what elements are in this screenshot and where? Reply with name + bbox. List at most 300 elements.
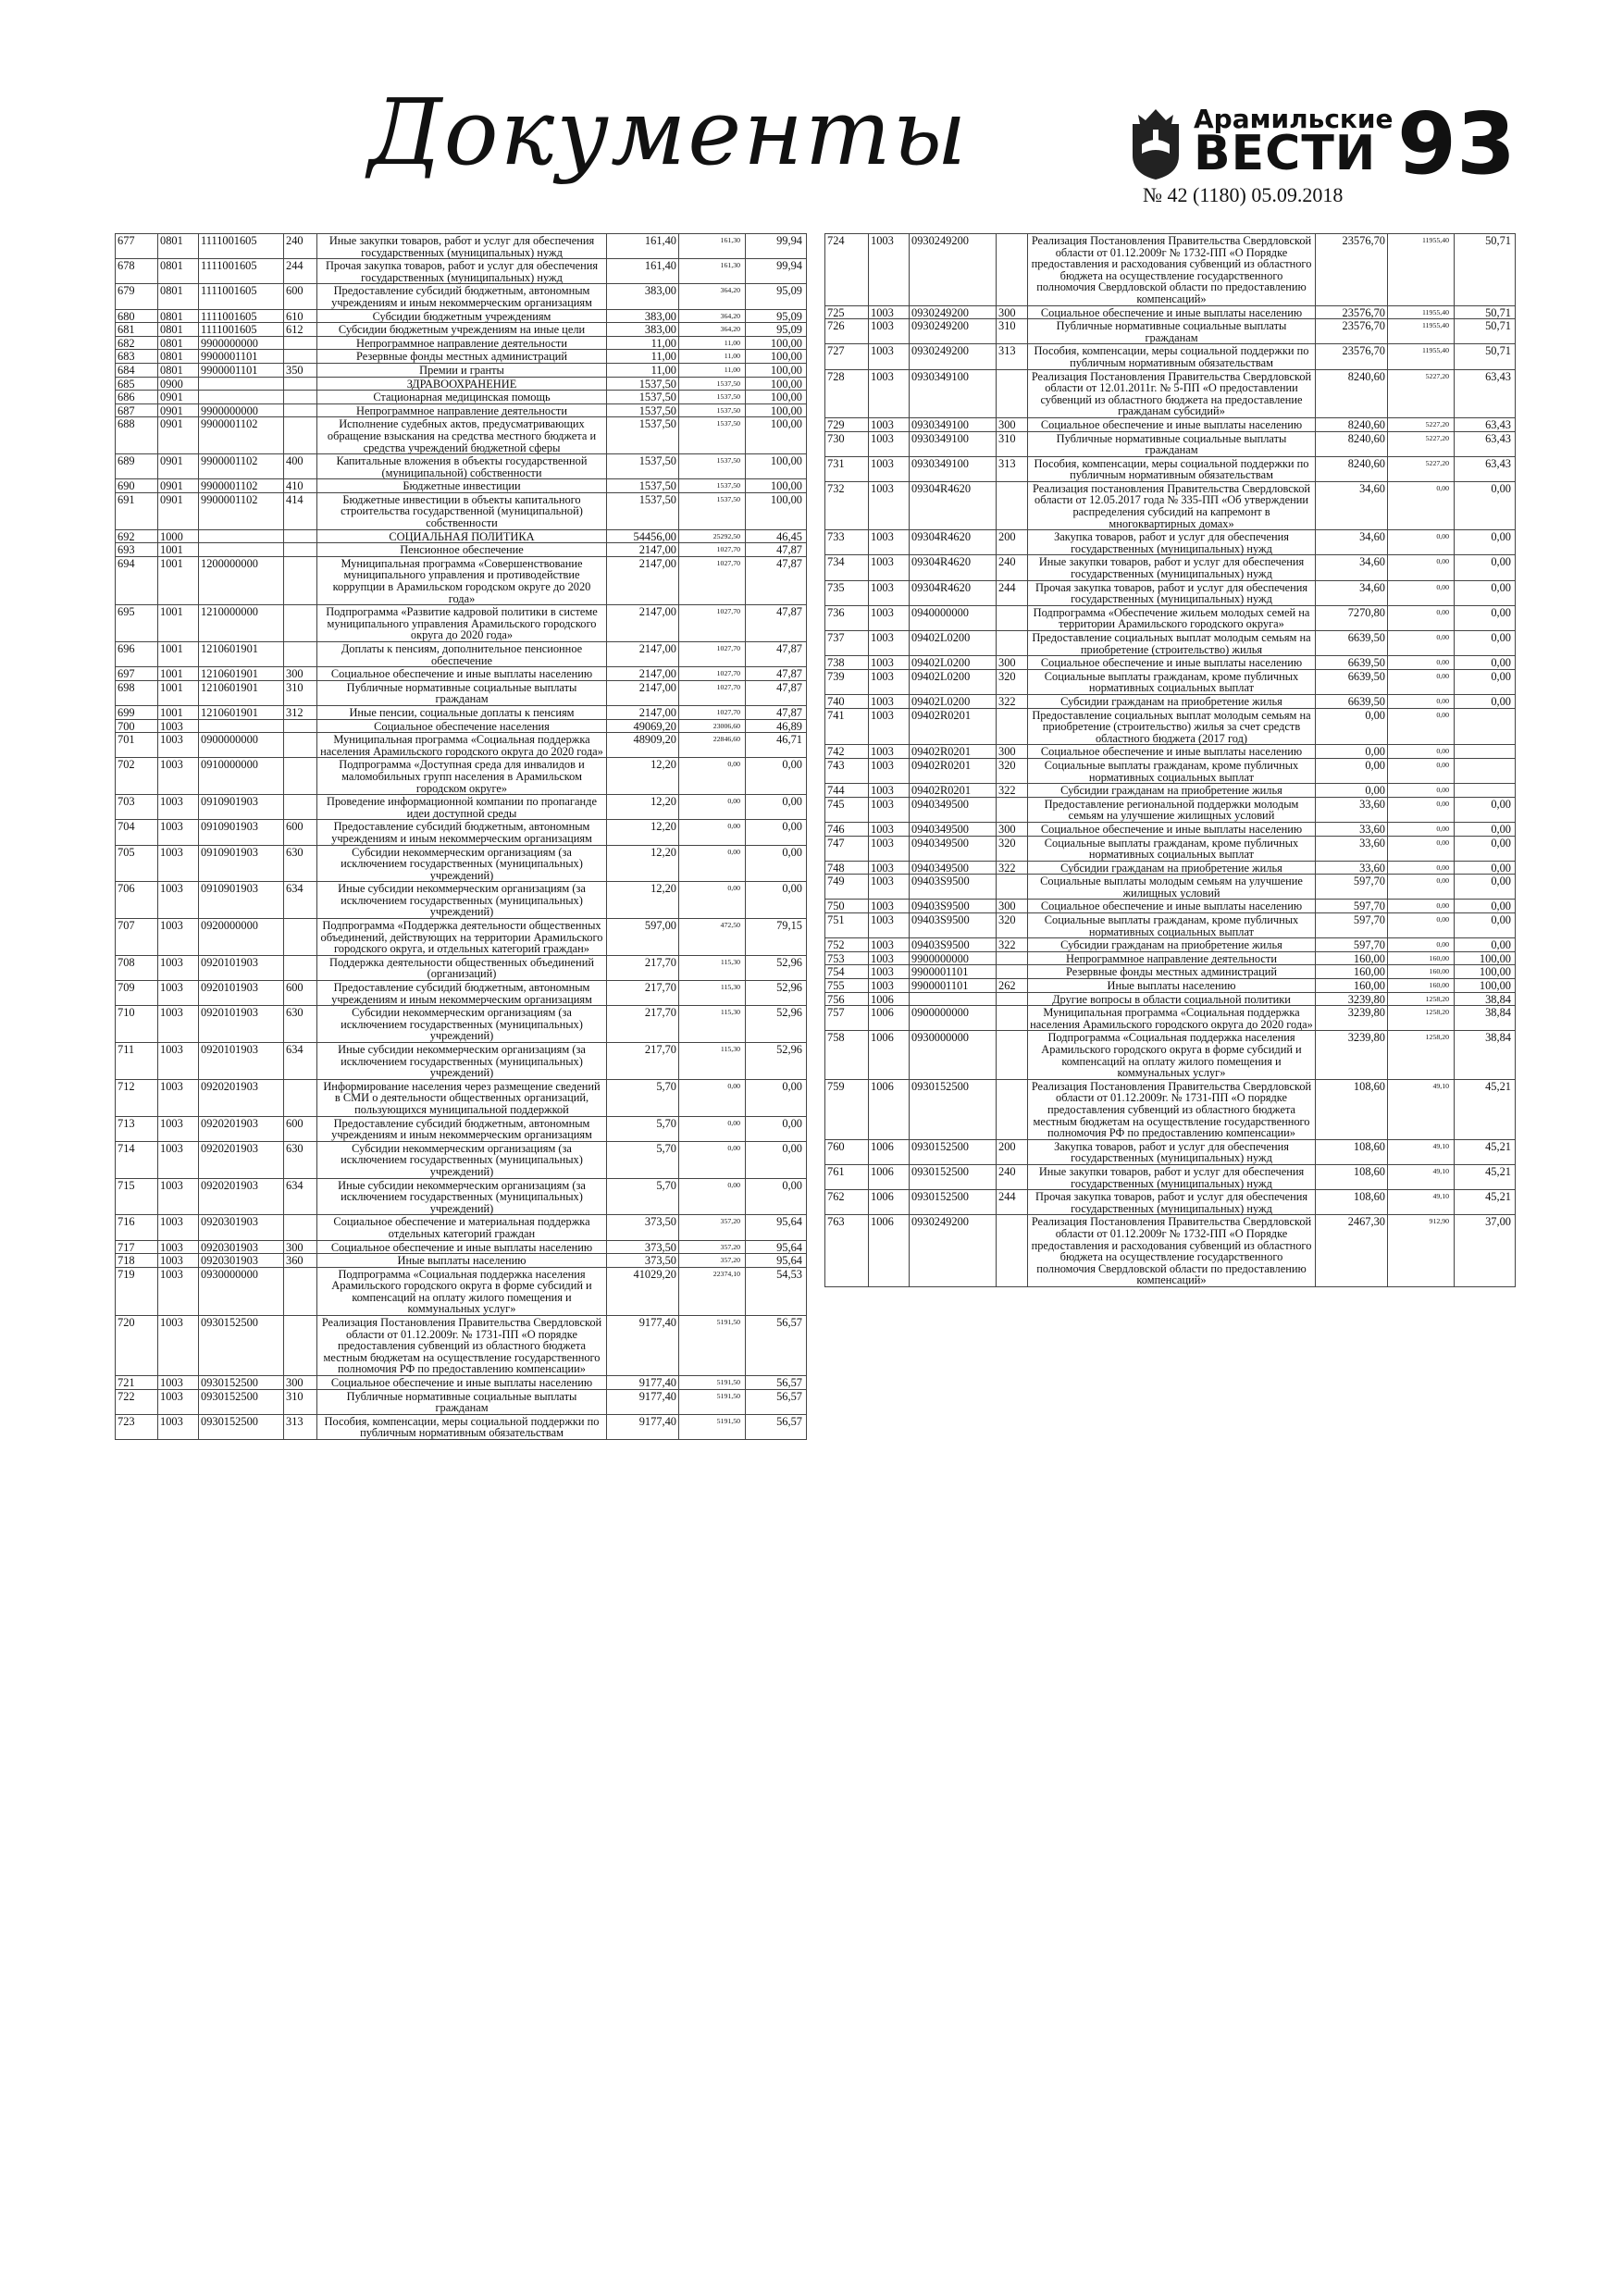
section-code: 1003 xyxy=(158,955,199,980)
table-row xyxy=(825,708,1516,745)
executed-amount: 0,00 xyxy=(1388,669,1455,694)
row-number: 736 xyxy=(825,605,869,630)
executed-amount: 115,30 xyxy=(679,1006,746,1043)
target-code: 09402L0200 xyxy=(910,694,997,708)
executed-amount: 357,20 xyxy=(679,1215,746,1240)
table-row xyxy=(116,479,807,493)
target-code: 1210000000 xyxy=(199,605,284,642)
expense-description: Иные выплаты населению xyxy=(1028,979,1316,993)
target-code: 1210601901 xyxy=(199,642,284,667)
expense-description: Иные закупки товаров, работ и услуг для обеспечения государственных (муниципальных) нужд xyxy=(317,234,607,259)
executed-amount: 160,00 xyxy=(1388,965,1455,979)
executed-amount: 160,00 xyxy=(1388,979,1455,993)
expense-type xyxy=(284,543,317,557)
expense-description: Доплаты к пенсиям, дополнительное пенсионное обеспечение xyxy=(317,642,607,667)
section-code: 0801 xyxy=(158,259,199,284)
target-code: 0900000000 xyxy=(910,1006,997,1031)
table-row xyxy=(116,1079,807,1116)
expense-description: Закупка товаров, работ и услуг для обеспечения государственных (муниципальных) нужд xyxy=(1028,1139,1316,1164)
section-code: 1006 xyxy=(869,992,910,1006)
expense-type: 630 xyxy=(284,1141,317,1178)
row-number: 677 xyxy=(116,234,158,259)
row-number: 729 xyxy=(825,417,869,431)
table-row xyxy=(116,417,807,454)
section-code: 1003 xyxy=(869,797,910,822)
expense-type xyxy=(284,1316,317,1376)
planned-amount: 12,20 xyxy=(607,882,679,919)
table-row xyxy=(825,992,1516,1006)
planned-amount: 2147,00 xyxy=(607,605,679,642)
execution-percent: 0,00 xyxy=(1455,822,1516,836)
target-code: 0930249200 xyxy=(910,234,997,306)
row-number: 745 xyxy=(825,797,869,822)
target-code xyxy=(199,543,284,557)
table-row xyxy=(825,456,1516,481)
expense-description: Социальные выплаты молодым семьям на улучшение жилищных условий xyxy=(1028,875,1316,900)
budget-table-right xyxy=(824,233,1516,1287)
table-row xyxy=(116,1389,807,1414)
planned-amount: 7270,80 xyxy=(1316,605,1388,630)
section-code: 1003 xyxy=(158,1215,199,1240)
table-row xyxy=(825,875,1516,900)
executed-amount: 0,00 xyxy=(1388,797,1455,822)
execution-percent: 0,00 xyxy=(1455,938,1516,952)
table-row xyxy=(825,951,1516,965)
target-code: 0910901903 xyxy=(199,882,284,919)
execution-percent: 100,00 xyxy=(746,391,807,404)
expense-type: 244 xyxy=(997,580,1028,605)
target-code: 1111001605 xyxy=(199,259,284,284)
row-number: 757 xyxy=(825,1006,869,1031)
section-code: 1003 xyxy=(869,344,910,369)
section-code: 1006 xyxy=(869,1079,910,1139)
execution-percent: 47,87 xyxy=(746,605,807,642)
execution-percent: 47,87 xyxy=(746,680,807,705)
expense-type: 320 xyxy=(997,913,1028,938)
table-row xyxy=(116,1316,807,1376)
section-code: 1003 xyxy=(869,319,910,344)
executed-amount: 0,00 xyxy=(679,1079,746,1116)
row-number: 748 xyxy=(825,861,869,875)
expense-type xyxy=(284,529,317,543)
executed-amount: 0,00 xyxy=(679,845,746,882)
execution-percent: 38,84 xyxy=(1455,1006,1516,1031)
expense-type xyxy=(284,403,317,417)
executed-amount: 49,10 xyxy=(1388,1079,1455,1139)
row-number: 712 xyxy=(116,1079,158,1116)
row-number: 752 xyxy=(825,938,869,952)
executed-amount: 1258,20 xyxy=(1388,1006,1455,1031)
executed-amount: 0,00 xyxy=(1388,631,1455,656)
row-number: 713 xyxy=(116,1116,158,1141)
executed-amount: 115,30 xyxy=(679,1043,746,1080)
planned-amount: 373,50 xyxy=(607,1254,679,1268)
planned-amount: 3239,80 xyxy=(1316,1006,1388,1031)
expense-description: Иные закупки товаров, работ и услуг для обеспечения государственных (муниципальных) нужд xyxy=(1028,1164,1316,1189)
row-number: 680 xyxy=(116,309,158,323)
section-code: 1003 xyxy=(158,1389,199,1414)
row-number: 743 xyxy=(825,758,869,783)
executed-amount: 22846,60 xyxy=(679,733,746,758)
expense-description: Социальное обеспечение и иные выплаты населению xyxy=(1028,900,1316,913)
section-code: 0801 xyxy=(158,234,199,259)
expense-description: Иные субсидии некоммерческим организациям (за исключением государственных (муниципальных) учреждений) xyxy=(317,882,607,919)
executed-amount: 5227,20 xyxy=(1388,369,1455,417)
executed-amount: 11955,40 xyxy=(1388,305,1455,319)
execution-percent: 0,00 xyxy=(1455,605,1516,630)
execution-percent: 100,00 xyxy=(746,454,807,479)
section-code: 1001 xyxy=(158,680,199,705)
execution-percent: 100,00 xyxy=(1455,979,1516,993)
planned-amount: 160,00 xyxy=(1316,965,1388,979)
expense-description: Прочая закупка товаров, работ и услуг для обеспечения государственных (муниципальных) нужд xyxy=(1028,580,1316,605)
target-code: 0920101903 xyxy=(199,1043,284,1080)
row-number: 706 xyxy=(116,882,158,919)
executed-amount: 1537,50 xyxy=(679,479,746,493)
planned-amount: 2147,00 xyxy=(607,680,679,705)
budget-table-left xyxy=(115,233,807,1440)
planned-amount: 8240,60 xyxy=(1316,431,1388,456)
execution-percent: 63,43 xyxy=(1455,417,1516,431)
section-code: 1006 xyxy=(869,1139,910,1164)
expense-description: Стационарная медицинская помощь xyxy=(317,391,607,404)
planned-amount: 6639,50 xyxy=(1316,669,1388,694)
row-number: 688 xyxy=(116,417,158,454)
target-code: 0930000000 xyxy=(910,1031,997,1079)
expense-description: Пособия, компенсации, меры социальной поддержки по публичным нормативным обязательствам xyxy=(317,1414,607,1439)
target-code: 1200000000 xyxy=(199,556,284,604)
expense-description: Социальное обеспечение и иные выплаты населению xyxy=(1028,656,1316,670)
planned-amount: 1537,50 xyxy=(607,391,679,404)
planned-amount: 6639,50 xyxy=(1316,631,1388,656)
target-code: 1111001605 xyxy=(199,309,284,323)
expense-type: 300 xyxy=(997,305,1028,319)
section-code: 1003 xyxy=(158,1267,199,1315)
executed-amount: 0,00 xyxy=(679,795,746,820)
table-row xyxy=(116,556,807,604)
row-number: 683 xyxy=(116,350,158,364)
table-row xyxy=(825,656,1516,670)
executed-amount: 1537,50 xyxy=(679,492,746,529)
planned-amount: 5,70 xyxy=(607,1079,679,1116)
expense-description: Бюджетные инвестиции в объекты капитального строительства государственной (муниципальной) собственности xyxy=(317,492,607,529)
expense-type: 600 xyxy=(284,981,317,1006)
execution-percent: 100,00 xyxy=(1455,951,1516,965)
expense-type: 600 xyxy=(284,820,317,845)
target-code: 0930349100 xyxy=(910,417,997,431)
target-code: 0930349100 xyxy=(910,369,997,417)
target-code: 0910901903 xyxy=(199,795,284,820)
executed-amount: 0,00 xyxy=(679,758,746,795)
expense-type: 300 xyxy=(997,417,1028,431)
table-row xyxy=(116,919,807,956)
executed-amount: 1027,70 xyxy=(679,605,746,642)
expense-type xyxy=(284,391,317,404)
row-number: 697 xyxy=(116,667,158,681)
expense-description: Исполнение судебных актов, предусматривающих обращение взыскания на средства местного бюджета и средства учреждений бюджетной сферы xyxy=(317,417,607,454)
coat-of-arms-icon xyxy=(1129,107,1183,181)
expense-description: Иные пенсии, социальные доплаты к пенсиям xyxy=(317,705,607,719)
table-row xyxy=(116,820,807,845)
expense-description: Предоставление социальных выплат молодым семьям на приобретение (строительство) жилья xyxy=(1028,631,1316,656)
table-row xyxy=(116,492,807,529)
target-code: 0920301903 xyxy=(199,1215,284,1240)
execution-percent: 0,00 xyxy=(1455,631,1516,656)
expense-type xyxy=(284,758,317,795)
section-code: 1003 xyxy=(869,481,910,529)
execution-percent: 0,00 xyxy=(1455,555,1516,580)
execution-percent xyxy=(1455,745,1516,759)
section-code: 1003 xyxy=(869,758,910,783)
planned-amount: 9177,40 xyxy=(607,1414,679,1439)
executed-amount: 357,20 xyxy=(679,1240,746,1254)
row-number: 678 xyxy=(116,259,158,284)
expense-description: Социальное обеспечение и иные выплаты населению xyxy=(317,667,607,681)
execution-percent: 47,87 xyxy=(746,543,807,557)
planned-amount: 373,50 xyxy=(607,1215,679,1240)
planned-amount: 49069,20 xyxy=(607,719,679,733)
planned-amount: 23576,70 xyxy=(1316,305,1388,319)
expense-type: 300 xyxy=(997,900,1028,913)
row-number: 763 xyxy=(825,1215,869,1287)
executed-amount: 11,00 xyxy=(679,350,746,364)
target-code: 1210601901 xyxy=(199,680,284,705)
executed-amount: 115,30 xyxy=(679,981,746,1006)
executed-amount: 1537,50 xyxy=(679,454,746,479)
table-row xyxy=(825,861,1516,875)
row-number: 762 xyxy=(825,1190,869,1215)
executed-amount: 11955,40 xyxy=(1388,319,1455,344)
table-row xyxy=(825,900,1516,913)
execution-percent: 95,09 xyxy=(746,309,807,323)
section-code: 1003 xyxy=(869,417,910,431)
target-code: 0930249200 xyxy=(910,319,997,344)
table-row xyxy=(116,705,807,719)
executed-amount: 0,00 xyxy=(1388,555,1455,580)
table-row xyxy=(116,642,807,667)
planned-amount: 0,00 xyxy=(1316,745,1388,759)
expense-type: 313 xyxy=(284,1414,317,1439)
expense-description: СОЦИАЛЬНАЯ ПОЛИТИКА xyxy=(317,529,607,543)
executed-amount: 5191,50 xyxy=(679,1316,746,1376)
target-code: 09304R4620 xyxy=(910,555,997,580)
expense-type: 313 xyxy=(997,456,1028,481)
planned-amount: 12,20 xyxy=(607,845,679,882)
table-row xyxy=(116,758,807,795)
executed-amount: 0,00 xyxy=(1388,745,1455,759)
executed-amount: 1027,70 xyxy=(679,543,746,557)
planned-amount: 2147,00 xyxy=(607,642,679,667)
row-number: 705 xyxy=(116,845,158,882)
expense-description: Подпрограмма «Доступная среда для инвалидов и маломобильных групп населения в Арамильском городском округе» xyxy=(317,758,607,795)
execution-percent: 95,64 xyxy=(746,1254,807,1268)
row-number: 744 xyxy=(825,784,869,798)
executed-amount: 0,00 xyxy=(1388,913,1455,938)
table-row xyxy=(116,377,807,391)
section-code: 1003 xyxy=(869,836,910,861)
table-row xyxy=(825,234,1516,306)
target-code: 09402R0201 xyxy=(910,784,997,798)
section-code: 1003 xyxy=(158,1414,199,1439)
expense-type xyxy=(997,797,1028,822)
target-code: 9900001101 xyxy=(910,965,997,979)
target-code: 9900001101 xyxy=(910,979,997,993)
table-row xyxy=(116,391,807,404)
expense-type: 310 xyxy=(997,319,1028,344)
target-code: 09403S9500 xyxy=(910,938,997,952)
row-number: 720 xyxy=(116,1316,158,1376)
row-number: 714 xyxy=(116,1141,158,1178)
execution-percent xyxy=(1455,784,1516,798)
target-code: 1111001605 xyxy=(199,234,284,259)
planned-amount: 9177,40 xyxy=(607,1376,679,1390)
expense-description: Субсидии гражданам на приобретение жилья xyxy=(1028,938,1316,952)
row-number: 742 xyxy=(825,745,869,759)
expense-type: 320 xyxy=(997,836,1028,861)
row-number: 756 xyxy=(825,992,869,1006)
expense-description: Пенсионное обеспечение xyxy=(317,543,607,557)
section-code: 1006 xyxy=(869,1164,910,1189)
expense-type xyxy=(997,951,1028,965)
execution-percent xyxy=(1455,708,1516,745)
row-number: 758 xyxy=(825,1031,869,1079)
execution-percent: 0,00 xyxy=(746,1141,807,1178)
execution-percent: 47,87 xyxy=(746,556,807,604)
execution-percent: 45,21 xyxy=(1455,1139,1516,1164)
execution-percent: 56,57 xyxy=(746,1414,807,1439)
expense-type: 634 xyxy=(284,882,317,919)
section-code: 1003 xyxy=(869,555,910,580)
target-code: 9900000000 xyxy=(910,951,997,965)
expense-type xyxy=(284,642,317,667)
planned-amount: 1537,50 xyxy=(607,454,679,479)
table-row xyxy=(825,822,1516,836)
execution-percent: 95,64 xyxy=(746,1215,807,1240)
expense-type xyxy=(284,1215,317,1240)
target-code: 0930000000 xyxy=(199,1267,284,1315)
expense-description: Реализация постановления Правительства Свердловской области от 12.05.2017 года № 335-ПП «Об утверждении распределения субсидий на капремонт в многоквартирных домах» xyxy=(1028,481,1316,529)
row-number: 685 xyxy=(116,377,158,391)
target-code: 0940349500 xyxy=(910,836,997,861)
execution-percent: 0,00 xyxy=(746,845,807,882)
table-row xyxy=(116,1267,807,1315)
table-row xyxy=(116,543,807,557)
expense-description: Субсидии некоммерческим организациям (за исключением государственных (муниципальных) учреждений) xyxy=(317,845,607,882)
target-code: 9900000000 xyxy=(199,403,284,417)
target-code: 09402R0201 xyxy=(910,708,997,745)
expense-description: Другие вопросы в области социальной политики xyxy=(1028,992,1316,1006)
planned-amount: 8240,60 xyxy=(1316,456,1388,481)
execution-percent: 47,87 xyxy=(746,705,807,719)
planned-amount: 383,00 xyxy=(607,284,679,309)
planned-amount: 6639,50 xyxy=(1316,656,1388,670)
expense-type: 300 xyxy=(284,1376,317,1390)
section-code: 1003 xyxy=(158,1043,199,1080)
executed-amount: 5227,20 xyxy=(1388,431,1455,456)
executed-amount: 5191,50 xyxy=(679,1389,746,1414)
expense-type xyxy=(997,1079,1028,1139)
row-number: 760 xyxy=(825,1139,869,1164)
expense-type xyxy=(284,556,317,604)
section-code: 1003 xyxy=(158,1254,199,1268)
section-code: 1001 xyxy=(158,605,199,642)
table-row xyxy=(825,305,1516,319)
expense-type xyxy=(284,417,317,454)
executed-amount: 0,00 xyxy=(679,1141,746,1178)
execution-percent: 0,00 xyxy=(1455,481,1516,529)
executed-amount: 1258,20 xyxy=(1388,992,1455,1006)
executed-amount: 161,30 xyxy=(679,234,746,259)
row-number: 747 xyxy=(825,836,869,861)
expense-description: Муниципальная программа «Социальная поддержка населения Арамильского городского округа до 2020 года» xyxy=(317,733,607,758)
table-row xyxy=(116,981,807,1006)
expense-description: Социальное обеспечение и иные выплаты населению xyxy=(1028,305,1316,319)
target-code: 09403S9500 xyxy=(910,875,997,900)
section-code: 1003 xyxy=(869,694,910,708)
section-code: 0901 xyxy=(158,492,199,529)
section-code: 1003 xyxy=(158,845,199,882)
row-number: 704 xyxy=(116,820,158,845)
expense-description: Субсидии некоммерческим организациям (за исключением государственных (муниципальных) учреждений) xyxy=(317,1006,607,1043)
left-column xyxy=(115,233,806,1440)
table-row xyxy=(116,1215,807,1240)
section-code: 1003 xyxy=(158,1116,199,1141)
expense-description: Реализация Постановления Правительства Свердловской области от 01.12.2009г № 1732-ПП «О Порядке предоставления и расходования субвенций из областного бюджета на осуществление государственного полномочия Свердловской области по предоставлению компенсаций» xyxy=(1028,234,1316,306)
table-row xyxy=(116,1006,807,1043)
planned-amount: 23576,70 xyxy=(1316,319,1388,344)
executed-amount: 0,00 xyxy=(1388,694,1455,708)
execution-percent: 46,71 xyxy=(746,733,807,758)
executed-amount: 0,00 xyxy=(679,882,746,919)
section-code: 0900 xyxy=(158,377,199,391)
section-code: 1003 xyxy=(158,1240,199,1254)
execution-percent: 52,96 xyxy=(746,981,807,1006)
row-number: 749 xyxy=(825,875,869,900)
execution-percent: 95,09 xyxy=(746,284,807,309)
section-code: 1001 xyxy=(158,642,199,667)
expense-type: 634 xyxy=(284,1043,317,1080)
planned-amount: 12,20 xyxy=(607,795,679,820)
executed-amount: 1027,70 xyxy=(679,556,746,604)
expense-description: Предоставление региональной поддержки молодым семьям на улучшение жилищных условий xyxy=(1028,797,1316,822)
executed-amount: 1027,70 xyxy=(679,642,746,667)
execution-percent: 100,00 xyxy=(746,377,807,391)
table-row xyxy=(825,481,1516,529)
target-code: 0930349100 xyxy=(910,431,997,456)
expense-type: 410 xyxy=(284,479,317,493)
executed-amount: 1537,50 xyxy=(679,377,746,391)
planned-amount: 34,60 xyxy=(1316,580,1388,605)
section-code: 1003 xyxy=(869,965,910,979)
table-row xyxy=(825,580,1516,605)
execution-percent: 100,00 xyxy=(746,336,807,350)
expense-type: 310 xyxy=(284,1389,317,1414)
expense-type: 414 xyxy=(284,492,317,529)
row-number: 746 xyxy=(825,822,869,836)
expense-type xyxy=(284,1079,317,1116)
execution-percent: 0,00 xyxy=(746,758,807,795)
table-row xyxy=(825,431,1516,456)
section-code: 1003 xyxy=(869,456,910,481)
executed-amount: 0,00 xyxy=(679,1116,746,1141)
expense-type: 300 xyxy=(284,667,317,681)
executed-amount: 1537,50 xyxy=(679,403,746,417)
planned-amount: 9177,40 xyxy=(607,1316,679,1376)
section-code: 0801 xyxy=(158,323,199,337)
row-number: 715 xyxy=(116,1178,158,1215)
executed-amount: 49,10 xyxy=(1388,1190,1455,1215)
target-code: 0920201903 xyxy=(199,1178,284,1215)
